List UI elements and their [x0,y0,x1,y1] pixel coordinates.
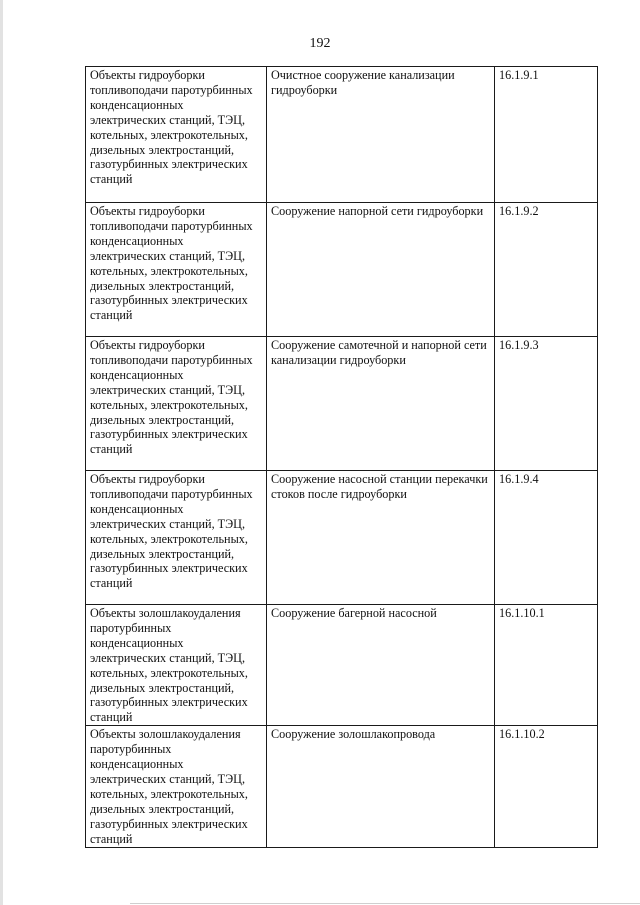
code-cell [495,605,598,726]
object-cell [86,605,267,726]
code-text: 16.1.10.2 [499,727,545,742]
object-text: Объекты гидроуборки топливоподачи паротурбинных конденсационных электрических станций, ТЭЦ, котельных, электрокотельных, дизельных электростанций, газотурбинных электрических станций [90,204,253,323]
structure-cell [267,337,495,471]
structure-text: Сооружение золошлакопровода [271,727,436,742]
structure-text: Сооружение багерной насосной [271,606,437,620]
object-text: Объекты гидроуборки топливоподачи паротурбинных конденсационных электрических станций, ТЭЦ, котельных, электрокотельных, дизельных электростанций, газотурбинных электрических станций [90,68,253,187]
table-row [86,726,598,847]
structure-text: Очистное сооружение канализации гидроуборки [271,68,455,97]
structure-text: Сооружение насосной станции перекачки стоков после гидроуборки [271,472,488,501]
page-number: 192 [309,36,331,51]
structure-cell [267,605,495,726]
structure-cell [267,203,495,337]
table-row [86,471,598,605]
code-text: 16.1.9.2 [499,204,539,218]
table-row [86,203,598,337]
object-text: Объекты золошлакоудаления паротурбинных конденсационных электрических станций, ТЭЦ, котельных, электрокотельных, дизельных электростанций, газотурбинных электрических станций [90,606,248,725]
code-text: 16.1.10.1 [499,606,545,620]
scan-edge [0,0,3,905]
code-cell [495,726,598,847]
object-cell [86,203,267,337]
object-text: Объекты гидроуборки топливоподачи паротурбинных конденсационных электрических станций, ТЭЦ, котельных, электрокотельных, дизельных электростанций, газотурбинных электрических станций [90,472,253,591]
code-cell [495,203,598,337]
structure-text: Сооружение самотечной и напорной сети канализации гидроуборки [271,338,487,367]
structure-cell [267,67,495,203]
table-row [86,605,598,726]
classification-table [85,66,598,848]
object-text: Объекты золошлакоудаления паротурбинных конденсационных электрических станций, ТЭЦ, котельных, электрокотельных, дизельных электростанций, газотурбинных электрических станций [90,727,248,846]
code-text: 16.1.9.4 [499,472,539,486]
object-cell [86,337,267,471]
code-cell [495,67,598,203]
structure-cell [267,471,495,605]
code-cell [495,471,598,605]
structure-cell [267,726,495,847]
table-row [86,67,598,203]
table-row [86,337,598,471]
scan-bottom-edge [130,903,640,904]
object-text: Объекты гидроуборки топливоподачи паротурбинных конденсационных электрических станций, ТЭЦ, котельных, электрокотельных, дизельных электростанций, газотурбинных электрических станций [90,338,253,457]
object-cell [86,67,267,203]
code-cell [495,337,598,471]
object-cell [86,726,267,847]
object-cell [86,471,267,605]
code-text: 16.1.9.1 [499,68,539,82]
structure-text: Сооружение напорной сети гидроуборки [271,204,484,218]
code-text: 16.1.9.3 [499,338,539,352]
